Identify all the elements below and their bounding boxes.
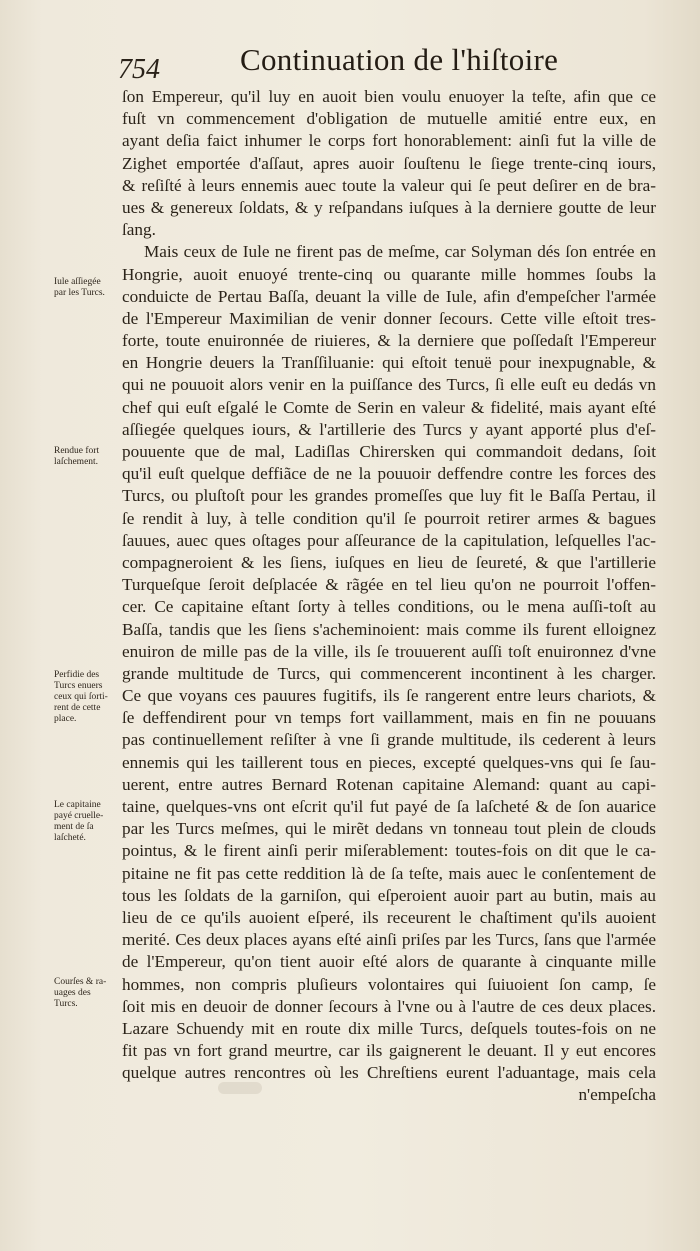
text-line: ſon Empereur, qu'il luy en auoit bien voulu enuoyer la teſte, afin que ce xyxy=(122,87,656,106)
text-line: tous les ſoldats de la garniſon, qui eſperoient auoir part au butin, mais au xyxy=(122,885,656,905)
text-line: Turcs, ou pluſtoſt pour les grandes promeſſes que luy fit le Baſſa Pertau, il xyxy=(122,486,656,506)
text-line: de l'Empereur Maximilian de venir donner ſecours. Cette ville eſtoit tres- xyxy=(122,308,656,328)
text-line: Mais ceux de Iule ne firent pas de meſme, car Solyman dés ſon entrée en xyxy=(144,242,656,262)
text-line: ſoit mis en deuoir de donner ſecours à l'vne ou à l'autre de ces deux places. xyxy=(122,996,656,1016)
text-line: hommes, non compris pluſieurs volontaires qui ſuiuoient ſon camp, ſe xyxy=(122,974,656,994)
text-line: pouuente que de mal, Ladiſlas Chirersken qui commandoit dedans, ſoit xyxy=(122,442,656,461)
margin-note-line: par les Turcs. xyxy=(54,288,105,298)
margin-note-line: laſchement. xyxy=(54,457,99,467)
margin-note-line: payé cruelle- xyxy=(54,811,104,821)
margin-note-line: Turcs. xyxy=(54,999,78,1009)
margin-note-line: rent de cette xyxy=(54,703,101,713)
margin-note-line: Le capitaine xyxy=(54,800,101,810)
text-line: & reſiſté à leurs ennemis auec toute la valeur qui ſe peut deſirer en de bra- xyxy=(122,175,656,195)
text-line: pointus, & le firent ainſi perir miſerablement: toutes-fois on dit que le ca- xyxy=(122,841,656,861)
text-line: Turqueſque ſeroit deſplacée & rãgée en tel lieu qu'on ne pourroit l'offen- xyxy=(122,575,656,595)
text-line: pitaine ne fit pas cette reddition là de ſa teſte, mais auec le conſentement de xyxy=(122,863,656,883)
page-number: 754 xyxy=(118,54,160,85)
text-line: quelque autres rencontres où les Chreſtiens eurent l'aduantage, mais cela xyxy=(122,1063,656,1083)
margin-note-surrender xyxy=(54,446,126,468)
text-line: aſſiegée quelques iours, & l'artillerie des Turcs y ayant apporté plus d'eſ- xyxy=(122,419,656,439)
text-line: ſe rendit à luy, à telle condition qu'il ſe pourroit retirer armes & bagues xyxy=(122,508,656,528)
text-line: qu'il euſt quelque deffiãce de ne la pouuoir deffendre contre les forces des xyxy=(122,464,656,484)
text-line: chef qui euſt eſgalé le Comte de Serin en valeur & fidelité, mais ayant eſté xyxy=(122,397,656,417)
text-line: Hongrie, auoit enuoyé trente-cinq ou quarante mille hommes ſoubs la xyxy=(122,264,656,284)
text-line: lieu de ce qu'ils auoient eſperé, ils receurent le chaſtiment qu'ils auoient xyxy=(122,907,656,927)
margin-note-line: place. xyxy=(54,714,77,724)
text-line: compagneroient & les ſiens, iuſques en lieu de ſeureté, & que l'artillerie xyxy=(122,552,656,572)
text-line: fuſt vn commencement d'obligation de mutuelle amitié entre eux, en xyxy=(122,109,656,129)
margin-note-line: Rendue fort xyxy=(54,446,100,456)
margin-note-siege xyxy=(54,277,126,299)
text-line: Ce que voyans ces pauures fugitifs, ils ſe rangerent entre leurs chariots, & xyxy=(122,686,656,706)
text-line: par les Turcs meſmes, qui le mirẽt dedans vn tonneau tout plein de clouds xyxy=(122,819,656,839)
margin-note-raids xyxy=(54,977,126,1010)
text-line: ſauues, auec ques oſtages pour aſſeurance de la capitulation, leſquelles l'ac- xyxy=(122,530,656,550)
text-line: pas continuellement reſiſter à vne ſi grande multitude, ils cederent à leurs xyxy=(122,730,656,750)
text-line: ſe deffendirent pour vn temps fort vaillamment, mais en fin ne pouuans xyxy=(122,708,656,728)
text-line: qui ne pouuoit alors venir en la puiſſance des Turcs, ſi elle euſt eu dedás vn xyxy=(122,375,656,395)
text-line: fit pas vn fort grand meurtre, car ils gaignerent le deuant. Il y eut encores xyxy=(122,1041,656,1061)
margin-note-line: Courſes & ra- xyxy=(54,977,107,987)
catchword: n'empeſcha xyxy=(578,1085,656,1105)
text-line: Baſſa, tandis que les ſiens s'acheminoient: mais comme ils furent elloignez xyxy=(122,619,656,639)
text-line: conduicte de Pertau Baſſa, deuant la ville de Iule, afin d'empeſcher l'armée xyxy=(122,286,656,306)
margin-note-line: Perfidie des xyxy=(54,670,100,680)
margin-note-line: ment de ſa xyxy=(54,822,94,832)
margin-note-captain xyxy=(54,800,126,844)
text-line: ues & genereux ſoldats, & y reſpandans iuſques à la derniere goutte de leur xyxy=(122,197,656,217)
margin-note-line: ceux qui ſorti- xyxy=(54,692,108,702)
text-line: en Hongrie deuers la Tranſſiluanie: qui eſtoit tenuë pour inexpugnable, & xyxy=(122,353,656,373)
text-line: enuiron de mille pas de la ville, ils ſe trouuerent auſſi toſt enuironnez d'vne xyxy=(122,641,656,661)
margin-note-line: Turcs enuers xyxy=(54,681,103,691)
text-line: Lazare Schuendy mit en route dix mille Turcs, deſquels toutes-fois on ne xyxy=(122,1018,656,1038)
text-line: forte, toute enuironnée de riuieres, & la derniere que poſſedaſt l'Empereur xyxy=(122,331,656,351)
text-line: cer. Ce capitaine eſtant ſorty à telles conditions, ou le mena auſſi-toſt au xyxy=(122,597,656,617)
ink-smudge xyxy=(218,1082,262,1094)
margin-note-line: Iule aſſiegée xyxy=(54,277,101,287)
text-line: ennemis qui les taillerent tous en pieces, excepté quelques-vns qui ſe ſau- xyxy=(122,752,656,772)
page-header xyxy=(118,40,559,85)
margin-note-perfidy xyxy=(54,670,126,725)
running-title: Continuation de l'hiſtoire xyxy=(240,42,559,77)
text-line: de l'Empereur, qu'on tient auoir eſté alors de quarante à cinquante mille xyxy=(122,952,656,972)
text-line: merité. Ces deux places ayans eſté ainſi priſes par les Turcs, ſans que l'armée xyxy=(122,930,656,950)
margin-note-line: laſcheté. xyxy=(54,833,86,843)
text-line: ſang. xyxy=(122,220,156,240)
margin-note-line: uages des xyxy=(54,988,91,998)
text-line: taine, quelques-vns ont eſcrit qu'il fut payé de ſa laſcheté & de ſon auarice xyxy=(122,797,656,816)
text-line: grande multitude de Turcs, qui commencerent incontinent à les charger. xyxy=(122,663,656,683)
body-text xyxy=(122,86,656,1107)
text-line: ayant deſia faict inhumer le corps fort honorablement: ainſi fut la ville de xyxy=(122,131,656,151)
text-line: uerent, entre autres Bernard Rotenan capitaine Alemand: quant au capi- xyxy=(122,774,656,794)
text-line: Zighet emportée d'aſſaut, apres auoir ſouſtenu le ſiege trente-cinq iours, xyxy=(122,153,656,173)
